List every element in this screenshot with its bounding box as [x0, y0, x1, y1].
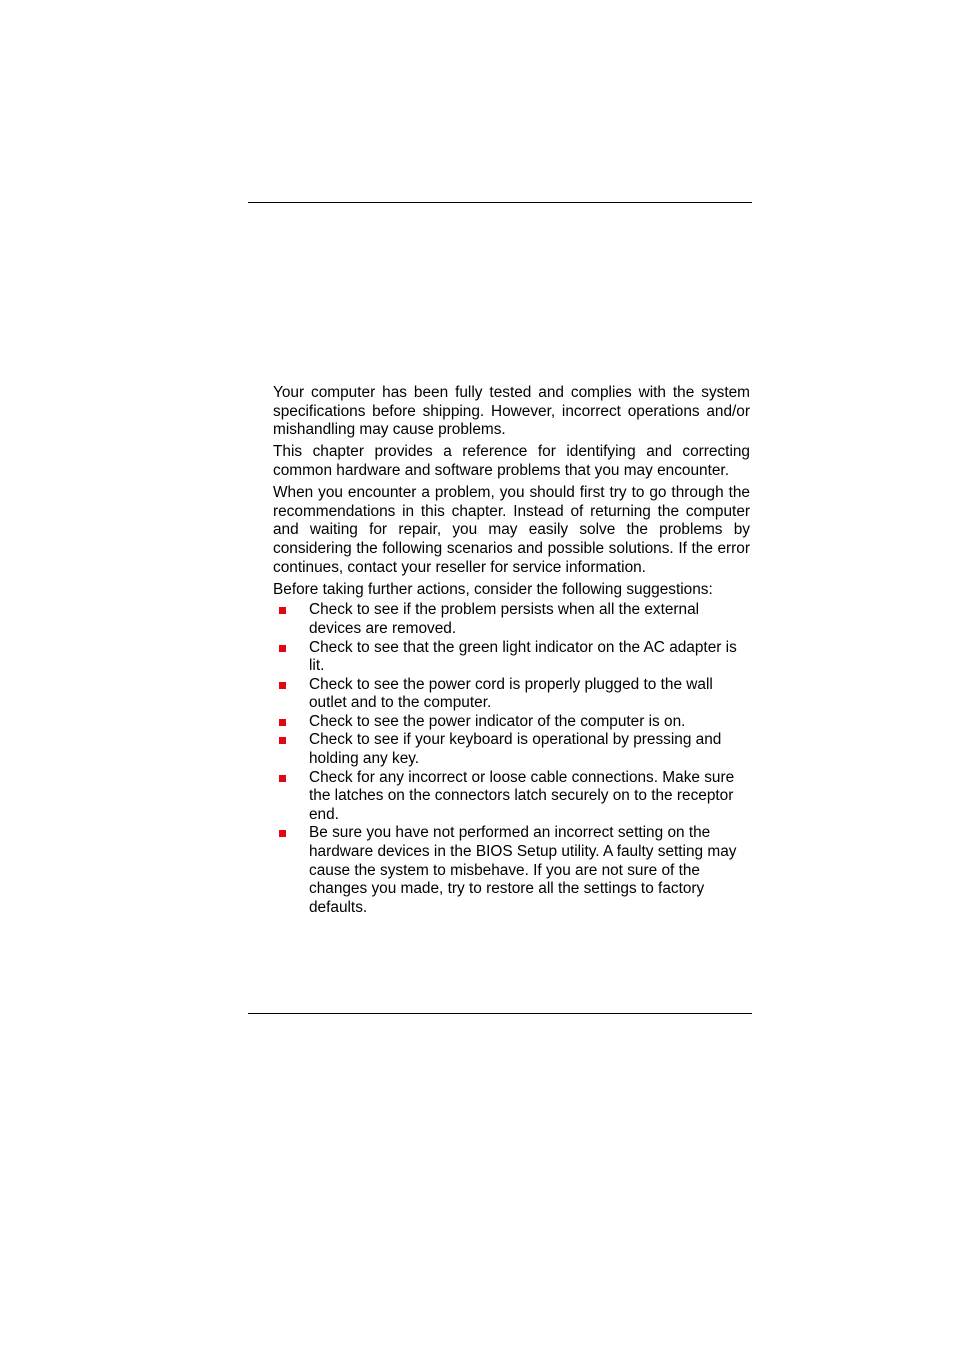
list-item: [273, 824, 750, 917]
red-square-bullet-icon: [279, 775, 286, 782]
list-item: [273, 731, 750, 768]
suggestion-text: Check to see the power cord is properly plugged to the wall outlet and to the computer.: [309, 675, 713, 712]
red-square-bullet-icon: [279, 737, 286, 744]
suggestion-text: Check to see that the green light indicator on the AC adapter is lit.: [309, 638, 737, 675]
suggestion-text: Check to see the power indicator of the computer is on.: [309, 712, 686, 730]
red-square-bullet-icon: [279, 682, 286, 689]
footer-rule: [248, 1013, 752, 1014]
suggestions-lead-in: Before taking further actions, consider the following suggestions:: [273, 580, 713, 598]
suggestion-text: Be sure you have not performed an incorrect setting on the hardware devices in the BIOS Setup utility. A faulty setting may cause the system to misbehave. If you are not sure of the changes you made, try to restore all the settings to factory defaults.: [309, 824, 737, 916]
suggestion-text: Check to see if your keyboard is operational by pressing and holding any key.: [309, 731, 722, 768]
red-square-bullet-icon: [279, 607, 286, 614]
header-rule: [248, 202, 752, 203]
list-item: [273, 713, 750, 732]
list-item: [273, 639, 750, 676]
page-body: [273, 384, 750, 917]
problem-guidance-paragraph: When you encounter a problem, you should first try to go through the recommendations in this chapter. Instead of returning the computer and waiting for repair, you may easily solve the problems by considering the following scenarios and possible solutions. If the error continues, contact your reseller for service information.: [273, 484, 750, 576]
list-item: [273, 676, 750, 713]
suggestion-text: Check for any incorrect or loose cable connections. Make sure the latches on the connectors latch securely on to the receptor end.: [309, 768, 735, 823]
list-item: [273, 769, 750, 825]
red-square-bullet-icon: [279, 719, 286, 726]
red-square-bullet-icon: [279, 830, 286, 837]
suggestions-list: [273, 601, 750, 917]
intro-paragraph: Your computer has been fully tested and complies with the system specifications before shipping. However, incorrect operations and/or mishandling may cause problems.: [273, 384, 750, 439]
list-item: [273, 601, 750, 638]
chapter-purpose-paragraph: This chapter provides a reference for identifying and correcting common hardware and software problems that you may encounter.: [273, 443, 750, 479]
red-square-bullet-icon: [279, 645, 286, 652]
suggestion-text: Check to see if the problem persists when all the external devices are removed.: [309, 601, 700, 637]
